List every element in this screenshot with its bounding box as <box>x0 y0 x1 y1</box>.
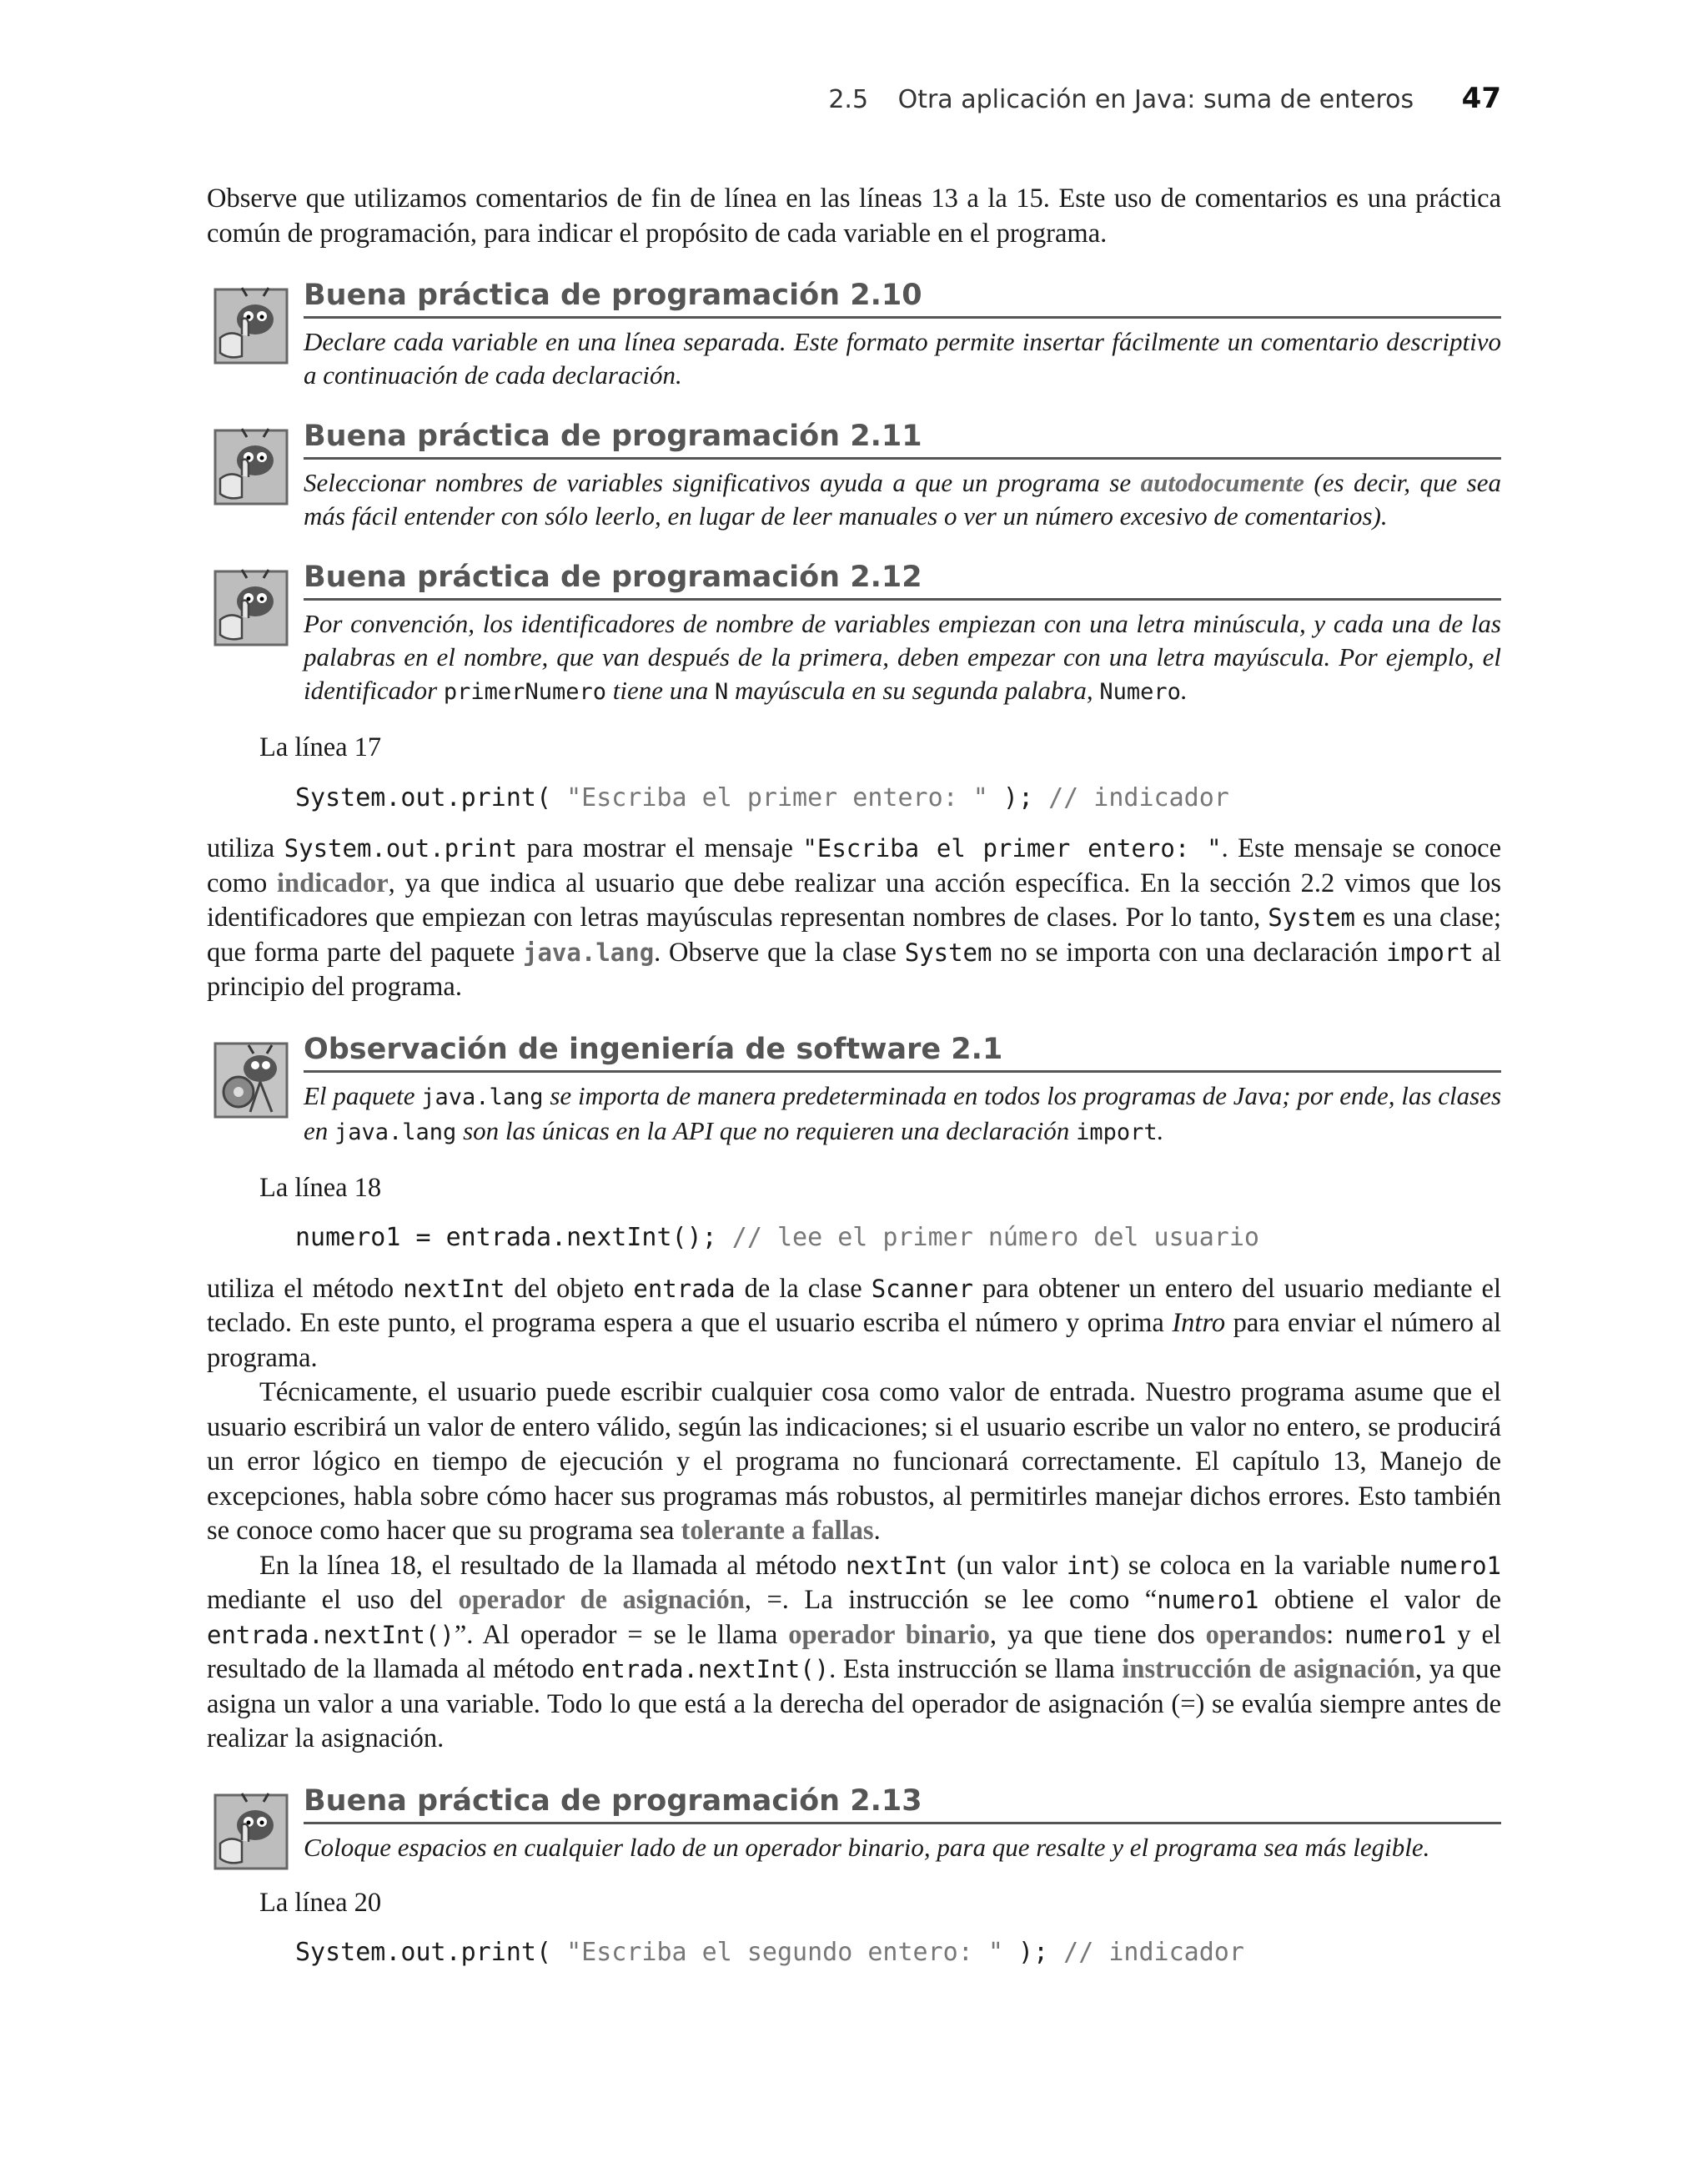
text-run: , =. La instrucción se lee como “ <box>744 1585 1158 1615</box>
inline-code: nextInt <box>403 1274 505 1303</box>
key-term: instrucción de asignación <box>1122 1654 1415 1684</box>
code-snippet <box>295 1935 1501 1970</box>
page-body <box>207 182 1501 1987</box>
text-run: (un valor <box>947 1550 1067 1581</box>
paragraph <box>207 1549 1501 1757</box>
line-reference: La línea 20 <box>259 1887 382 1918</box>
text-run: se importa de manera predeterminada en todos los programas de Java; por ende, las clases en <box>304 1080 1502 1145</box>
code-comment: // lee el primer número del usuario <box>731 1223 1259 1252</box>
text-run: , ya que indica al usuario que debe realizar una acción específica. En la sección 2.2 vimos que los identificadores que empiezan con letras mayúsculas representan nombres de clases. Por lo tanto, <box>207 868 1501 933</box>
inline-code: N <box>714 679 729 705</box>
text-run: mediante el uso del <box>207 1585 459 1615</box>
inline-code: import <box>1076 1119 1158 1145</box>
section-title: Otra aplicación en Java: suma de enteros <box>897 85 1414 114</box>
italic-term: Intro <box>1172 1308 1226 1338</box>
code-comment: // indicador <box>1048 782 1229 812</box>
text-run: . Este mensaje se conoce como <box>207 833 1502 898</box>
good-practice-box <box>207 558 1501 709</box>
inline-code: entrada.nextInt() <box>581 1655 830 1683</box>
text-run: obtiene el valor de <box>1258 1585 1501 1615</box>
tip-text <box>304 1079 1501 1149</box>
text-run: : <box>1326 1619 1345 1650</box>
section-number: 2.5 <box>828 85 869 114</box>
tip-title: Observación de ingeniería de software 2.1 <box>304 1030 1501 1073</box>
bug-gears-icon <box>214 1040 289 1120</box>
text-run: Técnicamente, el usuario puede escribir cualquier cosa como valor de entrada. Nuestro programa asume que el usuario escribirá un valor de entero válido, según las indicaciones; si el usuario escribe un valor no entero, se producirá un error lógico en tiempo de ejecución y el programa no funcionará correctamente. El capítulo 13, Manejo de excepciones, habla sobre cómo hacer sus programas más robustos, al permitirles manejar dichos errores. Esto también se conoce como hacer que su programa sea <box>207 1377 1501 1546</box>
inline-code: int <box>1066 1551 1111 1580</box>
text-run: En la línea 18, el resultado de la llamada al método <box>259 1550 846 1581</box>
text-run: . <box>1157 1115 1164 1145</box>
text-run: y el resultado de la llamada al método <box>207 1619 1501 1684</box>
inline-code: java.lang <box>421 1084 544 1110</box>
paragraph: Observe que utilizamos comentarios de fin de línea en las líneas 13 a la 15. Este uso de comentarios es una práctica común de programación, para indicar el propósito de cada variable en el programa. <box>207 184 1501 249</box>
text-run: Por convención, los identificadores de nombre de variables empiezan con una letra minúscula, y cada una de las palabras en el nombre, que van después de la primera, deben empezar con una letra mayúscula. Por ejemplo, el identificador <box>304 609 1501 705</box>
text-run: Seleccionar nombres de variables significativos ayuda a que un programa se <box>304 468 1141 497</box>
text-run: . Esta instrucción se llama <box>829 1654 1123 1684</box>
inline-code: primerNumero <box>443 679 606 705</box>
running-head <box>207 82 1501 115</box>
paragraph <box>207 1272 1501 1376</box>
inline-code: System.out.print <box>284 834 518 863</box>
text-run: para mostrar el mensaje <box>517 833 803 863</box>
code-snippet <box>295 1220 1501 1255</box>
text-run: de la clase <box>735 1273 872 1304</box>
tip-text <box>304 466 1501 533</box>
key-term: autodocumente <box>1140 468 1304 497</box>
inline-code: numero1 <box>1344 1620 1447 1649</box>
code-text: ); <box>987 782 1049 812</box>
bug-mascot-icon <box>214 427 289 507</box>
inline-code: import <box>1386 938 1474 967</box>
code-string: "Escriba el segundo entero: " <box>566 1938 1003 1967</box>
code-comment: // indicador <box>1063 1938 1244 1967</box>
text-run: es una clase; que forma parte del paquete <box>207 903 1501 968</box>
paragraph <box>207 832 1501 1005</box>
text-run: tiene una <box>605 676 715 705</box>
inline-code: numero1 <box>1157 1586 1259 1614</box>
inline-code: java.lang <box>334 1119 457 1145</box>
key-term: operador de asignación <box>458 1585 745 1615</box>
text-run: ) se coloca en la variable <box>1110 1550 1399 1581</box>
text-run: no se importa con una declaración <box>992 937 1386 968</box>
key-term: indicador <box>277 868 389 898</box>
line-reference: La línea 17 <box>259 732 382 762</box>
key-term: tolerante a fallas <box>681 1516 874 1546</box>
bug-mascot-icon <box>214 1792 289 1872</box>
text-run: , ya que tiene dos <box>989 1619 1206 1650</box>
code-snippet <box>295 781 1501 816</box>
tip-title: Buena práctica de programación 2.13 <box>304 1782 1501 1824</box>
text-run: . Observe que la clase <box>654 937 905 968</box>
tip-title: Buena práctica de programación 2.10 <box>304 276 1501 319</box>
inline-code: System <box>904 938 992 967</box>
tip-title: Buena práctica de programación 2.12 <box>304 558 1501 601</box>
inline-code: nextInt <box>846 1551 948 1580</box>
page-number: 47 <box>1461 82 1501 115</box>
good-practice-box <box>207 417 1501 533</box>
text-run: . <box>1180 676 1188 705</box>
text-run: utiliza el método <box>207 1273 404 1304</box>
tip-title: Buena práctica de programación 2.11 <box>304 417 1501 460</box>
text-run: son las únicas en la API que no requieren una declaración <box>456 1115 1077 1145</box>
tip-text: Declare cada variable en una línea separada. Este formato permite insertar fácilmente un comentario descriptivo a continuación de cada declaración. <box>304 327 1501 390</box>
text-run: . <box>873 1516 881 1546</box>
inline-code: numero1 <box>1399 1551 1501 1580</box>
text-run: al principio del programa. <box>207 937 1501 1002</box>
tip-text <box>304 607 1501 709</box>
good-practice-box <box>207 276 1501 392</box>
code-text: System.out.print( <box>295 1938 567 1967</box>
text-run: (es decir, que sea más fácil entender con sólo leerlo, en lugar de leer manuales o ver un número excesivo de comentarios). <box>304 468 1501 531</box>
text-run: para enviar el número al programa. <box>207 1308 1501 1373</box>
inline-code: entrada.nextInt() <box>207 1620 455 1649</box>
code-text: System.out.print( <box>295 782 567 812</box>
inline-code: Scanner <box>871 1274 973 1303</box>
text-run: ”. Al operador = se le llama <box>454 1619 789 1650</box>
tip-text: Coloque espacios en cualquier lado de un operador binario, para que resalte y el programa sea más legible. <box>304 1832 1430 1862</box>
text-run: utiliza <box>207 833 284 863</box>
key-term: operandos <box>1205 1619 1327 1650</box>
inline-code: java.lang <box>523 938 655 967</box>
software-engineering-box <box>207 1030 1501 1149</box>
bug-mascot-icon <box>214 286 289 366</box>
key-term: operador binario <box>788 1619 990 1650</box>
line-reference: La línea 18 <box>259 1172 382 1203</box>
paragraph <box>207 1376 1501 1549</box>
text-run: , ya que asigna un valor a una variable. Todo lo que está a la derecha del operador de asignación (=) se evalúa siempre antes de realizar la asignación. <box>207 1654 1502 1753</box>
code-text: numero1 = entrada.nextInt(); <box>295 1223 732 1252</box>
code-string: "Escriba el primer entero: " <box>566 782 988 812</box>
bug-mascot-icon <box>214 568 289 648</box>
text-run: El paquete <box>304 1080 422 1110</box>
inline-code: System <box>1268 903 1355 932</box>
inline-code: "Escriba el primer entero: " <box>802 834 1222 863</box>
text-run: del objeto <box>505 1273 634 1304</box>
inline-code: entrada <box>633 1274 736 1303</box>
text-run: para obtener un entero del usuario mediante el teclado. En este punto, el programa espera a que el usuario escriba el número y oprima <box>207 1273 1501 1338</box>
text-run: mayúscula en su segunda palabra, <box>728 676 1100 705</box>
good-practice-box <box>207 1782 1501 1864</box>
code-text: ); <box>1002 1938 1064 1967</box>
inline-code: Numero <box>1099 679 1181 705</box>
